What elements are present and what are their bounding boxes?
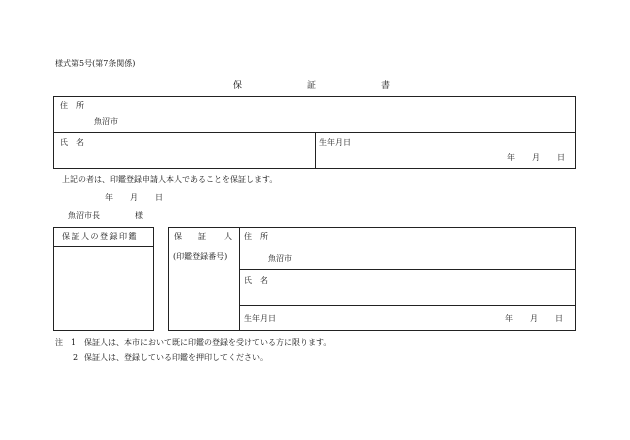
- honorific: 様: [135, 211, 143, 220]
- name-label: 氏 名: [60, 138, 84, 147]
- seal-box: [53, 227, 154, 331]
- guarantor-col-divider: [239, 227, 240, 331]
- note-1-marker: 注 1: [55, 338, 77, 347]
- title-char-2: 証: [307, 81, 317, 91]
- statement: 上記の者は、印鑑登録申請人本人であることを保証します。: [62, 175, 278, 184]
- title-char-1: 保: [233, 81, 243, 91]
- guarantor-birth-year: 年: [505, 314, 513, 323]
- birth-year: 年: [507, 153, 515, 162]
- form-number: 様式第5号(第7条関係): [55, 59, 136, 68]
- guarantor-char-1: 保: [174, 232, 182, 241]
- title-char-3: 書: [381, 81, 391, 91]
- note-2-text: 保証人は、登録している印鑑を押印してください。: [84, 353, 268, 362]
- guarantor-name-label: 氏 名: [244, 276, 268, 285]
- note-1-text: 保証人は、本市において既に印鑑の登録を受けている方に限ります。: [84, 338, 332, 347]
- guarantor-birth-month: 月: [530, 314, 538, 323]
- guarantor-birth-label: 生年月日: [244, 314, 276, 323]
- applicant-col-divider: [315, 132, 316, 169]
- issue-month: 月: [130, 193, 138, 202]
- guarantor-birth-day: 日: [555, 314, 563, 323]
- birth-label: 生年月日: [319, 138, 351, 147]
- seal-box-divider: [53, 246, 154, 247]
- seal-box-label: 保証人の登録印鑑: [62, 232, 138, 241]
- guarantor-row-divider-1: [239, 269, 576, 270]
- guarantor-table: [168, 227, 576, 331]
- note-2-marker: 2: [73, 353, 79, 362]
- guarantor-char-3: 人: [224, 232, 232, 241]
- birth-day: 日: [557, 153, 565, 162]
- guarantor-address-label: 住 所: [244, 232, 268, 241]
- guarantor-row-divider-2: [239, 305, 576, 306]
- addressee: 魚沼市長: [68, 211, 100, 220]
- address-label: 住 所: [60, 101, 84, 110]
- birth-month: 月: [532, 153, 540, 162]
- guarantor-reg-label: (印鑑登録番号): [173, 252, 228, 261]
- issue-day: 日: [155, 193, 163, 202]
- issue-year: 年: [105, 193, 113, 202]
- guarantor-address-value: 魚沼市: [268, 254, 292, 263]
- guarantor-char-2: 証: [198, 232, 206, 241]
- address-value: 魚沼市: [94, 117, 118, 126]
